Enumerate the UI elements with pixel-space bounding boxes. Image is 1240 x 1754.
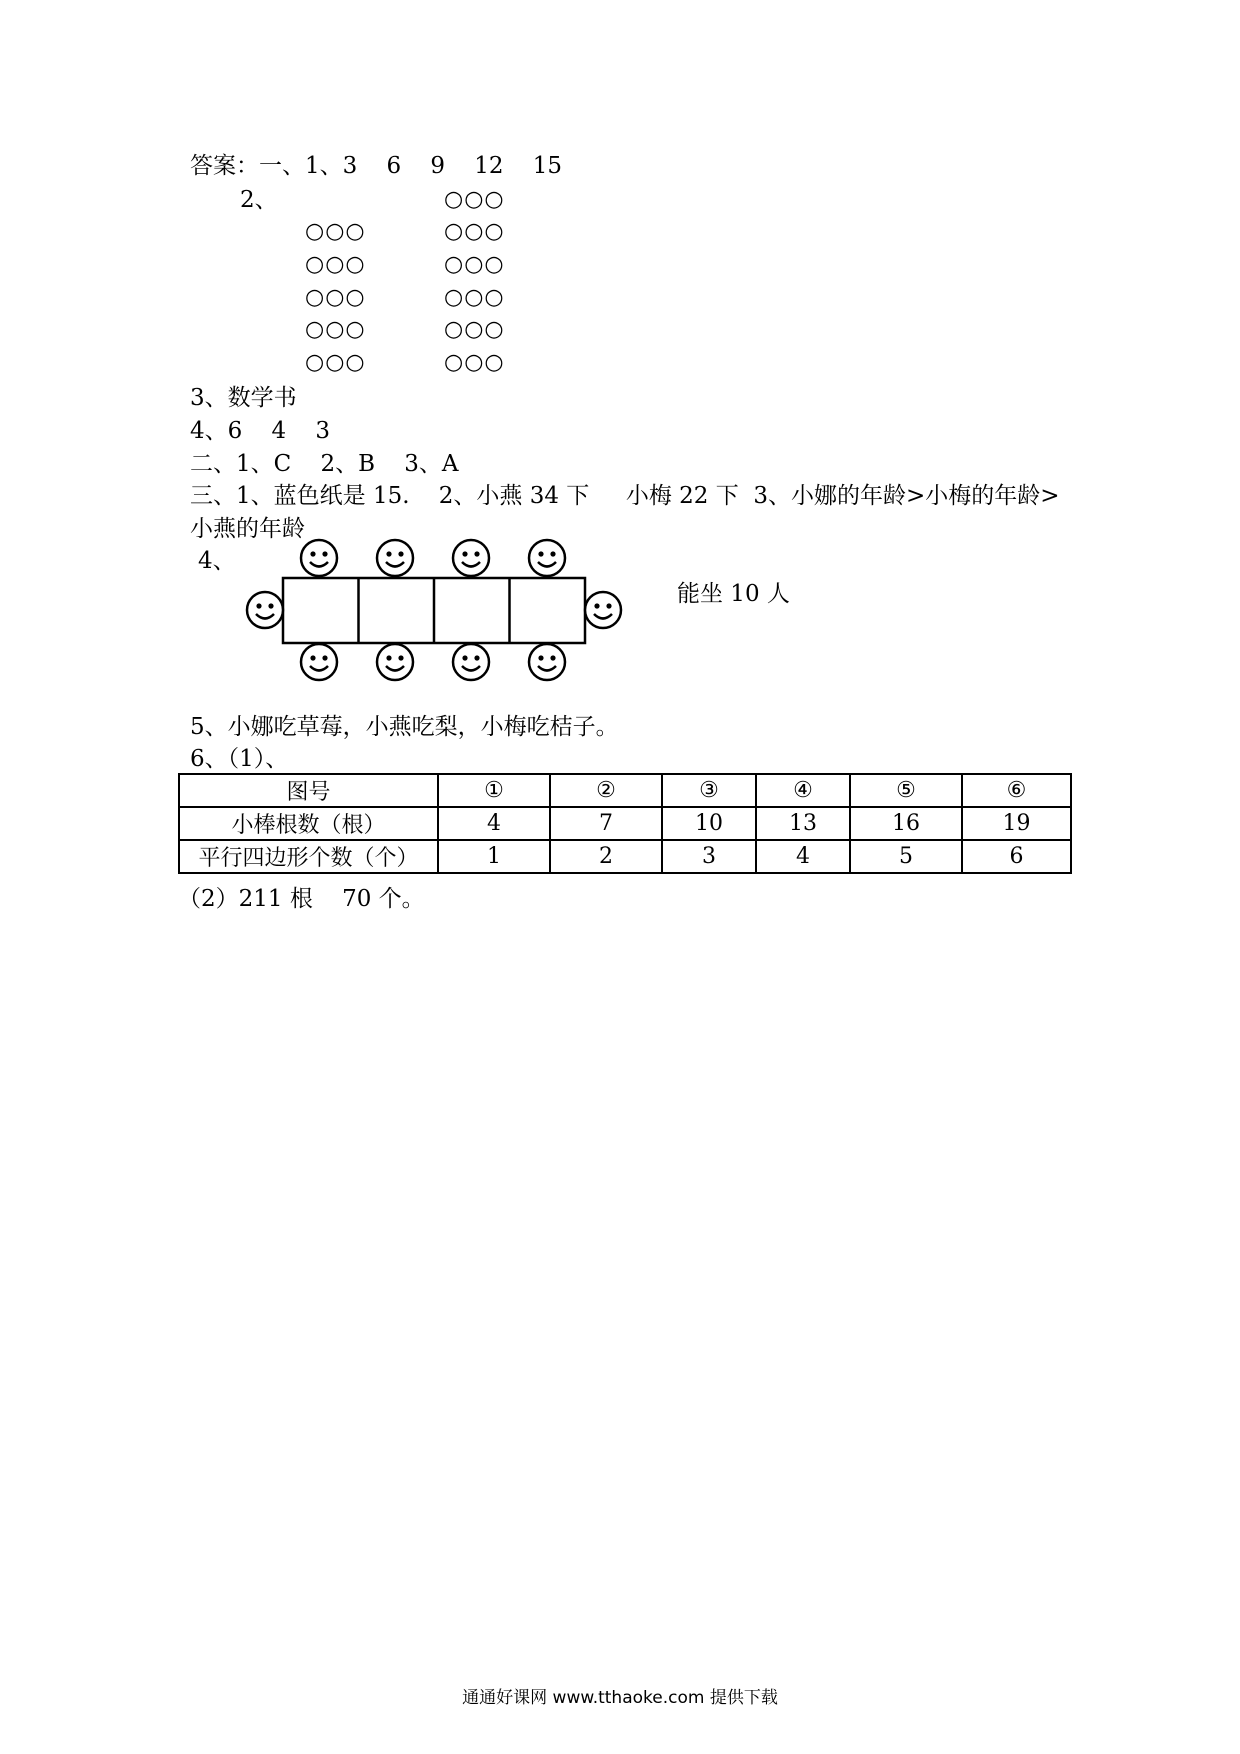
footer: 通通好课网 www.tthaoke.com 提供下载 (462, 1688, 778, 1708)
answer-section-3-line-1: 三、1、蓝色纸是 15. 2、小燕 34 下 小梅 22 下 3、小娜的年龄>小梅的年龄> (190, 483, 1060, 509)
circle-row-right-4: ○○○ (444, 285, 505, 310)
smiley-face-icon (453, 540, 489, 576)
table-row (179, 774, 1071, 807)
circle-row-right-1: ○○○ (444, 187, 505, 212)
table-cell: 6 (962, 840, 1071, 873)
smiley-face-icon (301, 540, 337, 576)
smiley-face-icon (377, 540, 413, 576)
smiley-face-icon (585, 592, 621, 628)
answer-q4: 4、6 4 3 (190, 418, 331, 444)
table-row (179, 840, 1071, 873)
row-header: 图号 (179, 774, 438, 807)
answer-q6-part-2: （2）211 根 70 个。 (178, 886, 425, 912)
table-cell: 3 (662, 840, 756, 873)
table-cell: 7 (550, 807, 662, 840)
smiley-face-icon (529, 540, 565, 576)
answer-line-1: 答案：一、1、3 6 9 12 15 (190, 153, 563, 179)
table-cell: 4 (438, 807, 550, 840)
circle-row-right-3: ○○○ (444, 252, 505, 277)
seats-answer: 能坐 10 人 (677, 581, 790, 607)
answer-q3: 3、数学书 (190, 385, 297, 411)
answer-section-2: 二、1、C 2、B 3、A (190, 451, 459, 477)
table-boxes (283, 578, 585, 643)
smiley-face-icon (529, 644, 565, 680)
smiley-face-icon (301, 644, 337, 680)
circle-row-left-5: ○○○ (305, 350, 366, 375)
q2-label: 2、 (240, 187, 278, 213)
q4b-label: 4、 (198, 548, 236, 574)
smiley-face-icon (377, 644, 413, 680)
table-cell: ② (550, 774, 662, 807)
table-cell: 1 (438, 840, 550, 873)
table-cell: ③ (662, 774, 756, 807)
table-cell: ⑤ (850, 774, 962, 807)
table-cell: 4 (756, 840, 850, 873)
table-cell: 5 (850, 840, 962, 873)
smiley-face-icon (453, 644, 489, 680)
table-cell: ① (438, 774, 550, 807)
seating-diagram (230, 535, 630, 685)
table-cell: 16 (850, 807, 962, 840)
answer-section-3-line-2: 小燕的年龄 (190, 516, 305, 542)
smiley-face-icon (247, 592, 283, 628)
answer-q5: 5、小娜吃草莓，小燕吃梨，小梅吃桔子。 (190, 714, 619, 740)
table-cell: 19 (962, 807, 1071, 840)
circle-row-left-3: ○○○ (305, 285, 366, 310)
table-cell: ④ (756, 774, 850, 807)
table-cell: ⑥ (962, 774, 1071, 807)
circle-row-right-2: ○○○ (444, 219, 505, 244)
table-cell: 10 (662, 807, 756, 840)
table-cell: 13 (756, 807, 850, 840)
circle-row-right-5: ○○○ (444, 317, 505, 342)
table-cell: 2 (550, 840, 662, 873)
circle-row-left-2: ○○○ (305, 252, 366, 277)
circle-row-left-1: ○○○ (305, 219, 366, 244)
circle-row-left-4: ○○○ (305, 317, 366, 342)
answer-q6-label: 6、（1）、 (190, 746, 289, 772)
row-header: 小棒根数（根） (179, 807, 438, 840)
answer-table (178, 773, 1072, 874)
table-row (179, 807, 1071, 840)
row-header: 平行四边形个数（个） (179, 840, 438, 873)
circle-row-right-6: ○○○ (444, 350, 505, 375)
